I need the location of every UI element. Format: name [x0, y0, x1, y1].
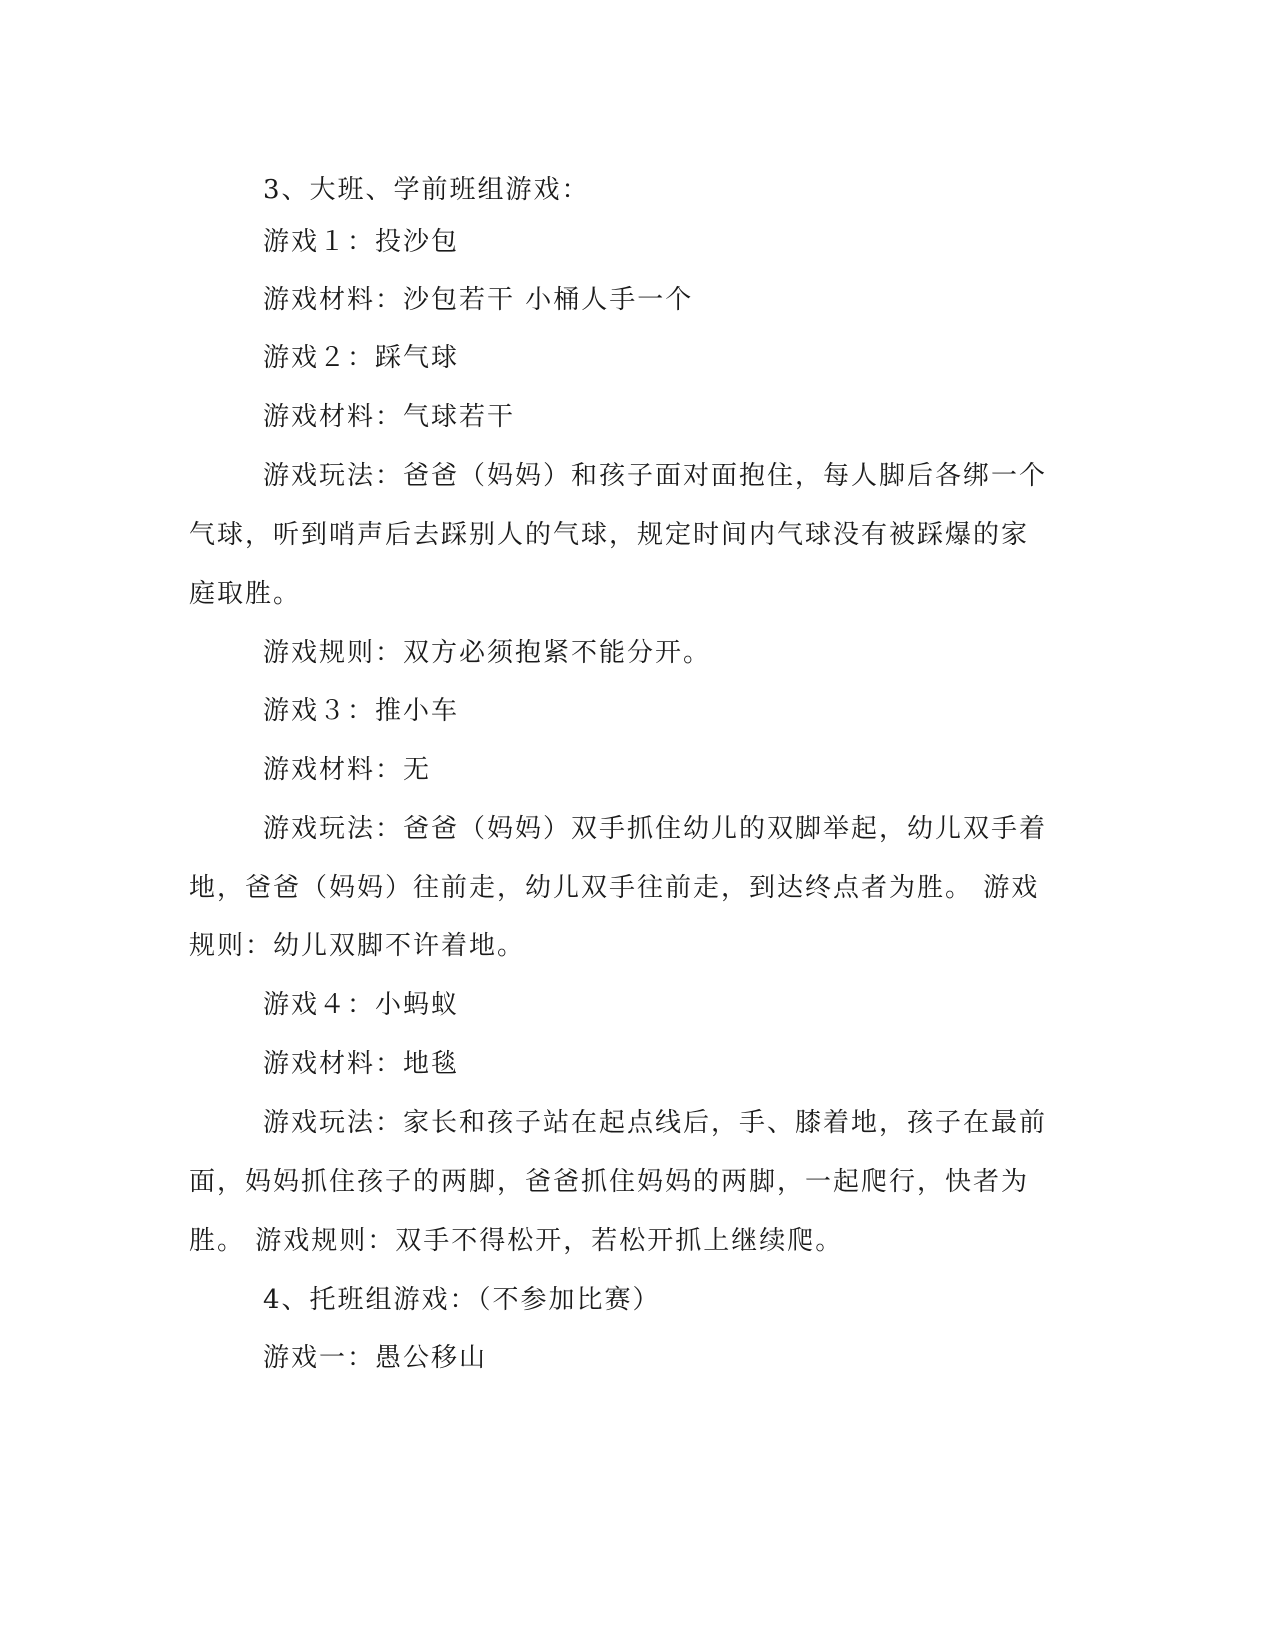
game-1-title: 游戏１：投沙包	[263, 227, 460, 257]
game-3-materials: 游戏材料：无	[263, 755, 432, 785]
section-heading-4: 4、托班组游戏：（不参加比赛）	[263, 1285, 661, 1315]
game-3-play-line-2: 地，爸爸（妈妈）往前走，幼儿双手往前走，到达终点者为胜。 游戏	[189, 873, 1040, 903]
game-2-title: 游戏２：踩气球	[263, 343, 460, 373]
game-2-materials: 游戏材料：气球若干	[263, 402, 516, 432]
game-4-play-line-1: 游戏玩法：家长和孩子站在起点线后，手、膝着地，孩子在最前	[263, 1108, 1048, 1138]
game-3-play-line-1: 游戏玩法：爸爸（妈妈）双手抓住幼儿的双脚举起，幼儿双手着	[263, 814, 1048, 844]
game-3-play-line-3: 规则：幼儿双脚不许着地。	[189, 931, 526, 961]
game-2-rules: 游戏规则：双方必须抱紧不能分开。	[263, 638, 712, 668]
game-2-play-line-3: 庭取胜。	[189, 579, 302, 609]
game-1-materials: 游戏材料：沙包若干 小桶人手一个	[263, 285, 694, 315]
game-3-title: 游戏３：推小车	[263, 696, 460, 726]
game-4-play-line-2: 面，妈妈抓住孩子的两脚，爸爸抓住妈妈的两脚，一起爬行，快者为	[189, 1167, 1030, 1197]
game-2-play-line-2: 气球，听到哨声后去踩别人的气球，规定时间内气球没有被踩爆的家	[189, 520, 1030, 550]
game-4-materials: 游戏材料：地毯	[263, 1049, 460, 1079]
section-heading-3: 3、大班、学前班组游戏：	[263, 175, 590, 205]
game-4-title: 游戏４：小蚂蚁	[263, 990, 460, 1020]
game-2-play-line-1: 游戏玩法：爸爸（妈妈）和孩子面对面抱住，每人脚后各绑一个	[263, 461, 1048, 491]
toddler-game-1-title: 游戏一：愚公移山	[263, 1343, 488, 1373]
game-4-play-line-3: 胜。 游戏规则：双手不得松开，若松开抓上继续爬。	[189, 1226, 844, 1256]
